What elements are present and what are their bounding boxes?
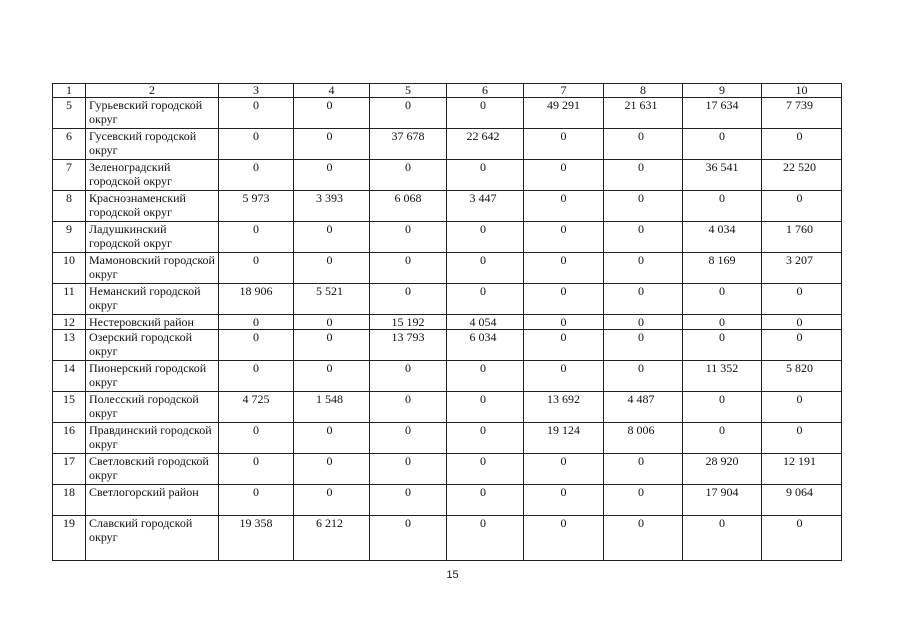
- district-name-cell: Зеленоградский городской округ: [86, 160, 219, 191]
- value-cell: 0: [370, 454, 447, 485]
- row-number-cell: 6: [53, 129, 86, 160]
- value-cell: 0: [762, 330, 842, 361]
- value-cell: 0: [762, 392, 842, 423]
- value-cell: 0: [447, 454, 524, 485]
- value-cell: 0: [762, 516, 842, 561]
- district-name-cell: Неманский городской округ: [86, 284, 219, 315]
- value-cell: 9 064: [762, 485, 842, 516]
- value-cell: 17 904: [683, 485, 762, 516]
- row-number-cell: 9: [53, 222, 86, 253]
- value-cell: 0: [604, 485, 683, 516]
- district-name-cell: Славский городской округ: [86, 516, 219, 561]
- table-row: [53, 284, 842, 315]
- value-cell: 0: [524, 315, 604, 330]
- value-cell: 1 548: [294, 392, 370, 423]
- value-cell: 0: [219, 485, 294, 516]
- value-cell: 0: [370, 423, 447, 454]
- value-cell: 0: [524, 454, 604, 485]
- district-name-cell: Озерский городской округ: [86, 330, 219, 361]
- value-cell: 0: [370, 284, 447, 315]
- value-cell: 0: [447, 361, 524, 392]
- value-cell: 0: [219, 160, 294, 191]
- value-cell: 11 352: [683, 361, 762, 392]
- value-cell: 4 725: [219, 392, 294, 423]
- value-cell: 5 973: [219, 191, 294, 222]
- district-name-cell: Гурьевский городской округ: [86, 98, 219, 129]
- column-number-3: 3: [219, 84, 294, 98]
- value-cell: 0: [604, 330, 683, 361]
- row-number-cell: 11: [53, 284, 86, 315]
- value-cell: 3 447: [447, 191, 524, 222]
- table-row: [53, 253, 842, 284]
- value-cell: 0: [683, 129, 762, 160]
- value-cell: 4 034: [683, 222, 762, 253]
- row-number-cell: 16: [53, 423, 86, 454]
- value-cell: 0: [604, 315, 683, 330]
- value-cell: 0: [524, 284, 604, 315]
- value-cell: 49 291: [524, 98, 604, 129]
- value-cell: 36 541: [683, 160, 762, 191]
- value-cell: 13 692: [524, 392, 604, 423]
- row-number-cell: 7: [53, 160, 86, 191]
- value-cell: 0: [370, 160, 447, 191]
- district-name-cell: Светлогорский район: [86, 485, 219, 516]
- value-cell: 28 920: [683, 454, 762, 485]
- value-cell: 0: [447, 222, 524, 253]
- value-cell: 0: [294, 361, 370, 392]
- value-cell: 0: [683, 315, 762, 330]
- value-cell: 0: [604, 284, 683, 315]
- value-cell: 0: [294, 253, 370, 284]
- value-cell: 0: [294, 98, 370, 129]
- value-cell: 0: [683, 516, 762, 561]
- row-number-cell: 18: [53, 485, 86, 516]
- value-cell: 0: [683, 284, 762, 315]
- value-cell: 0: [370, 392, 447, 423]
- value-cell: 0: [370, 98, 447, 129]
- table-row: [53, 392, 842, 423]
- row-number-cell: 10: [53, 253, 86, 284]
- value-cell: 15 192: [370, 315, 447, 330]
- table-row: [53, 160, 842, 191]
- row-number-cell: 14: [53, 361, 86, 392]
- value-cell: 18 906: [219, 284, 294, 315]
- value-cell: 0: [683, 330, 762, 361]
- value-cell: 1 760: [762, 222, 842, 253]
- table-row: [53, 516, 842, 561]
- table-row: [53, 129, 842, 160]
- value-cell: 0: [447, 516, 524, 561]
- value-cell: 0: [524, 129, 604, 160]
- value-cell: 0: [219, 253, 294, 284]
- value-cell: 0: [524, 160, 604, 191]
- value-cell: 0: [524, 253, 604, 284]
- value-cell: 0: [294, 423, 370, 454]
- value-cell: 6 068: [370, 191, 447, 222]
- district-name-cell: Гусевский городской округ: [86, 129, 219, 160]
- district-name-cell: Нестеровский район: [86, 315, 219, 330]
- value-cell: 19 358: [219, 516, 294, 561]
- row-number-cell: 5: [53, 98, 86, 129]
- table-row: [53, 330, 842, 361]
- value-cell: 0: [683, 423, 762, 454]
- value-cell: 0: [370, 485, 447, 516]
- value-cell: 0: [219, 98, 294, 129]
- value-cell: 6 212: [294, 516, 370, 561]
- value-cell: 8 169: [683, 253, 762, 284]
- value-cell: 0: [524, 191, 604, 222]
- value-cell: 0: [683, 191, 762, 222]
- value-cell: 0: [294, 454, 370, 485]
- value-cell: 3 393: [294, 191, 370, 222]
- value-cell: 0: [524, 485, 604, 516]
- value-cell: 0: [219, 330, 294, 361]
- value-cell: 5 820: [762, 361, 842, 392]
- value-cell: 0: [294, 222, 370, 253]
- value-cell: 0: [447, 253, 524, 284]
- value-cell: 0: [447, 423, 524, 454]
- value-cell: 0: [604, 361, 683, 392]
- value-cell: 5 521: [294, 284, 370, 315]
- value-cell: 0: [219, 315, 294, 330]
- district-name-cell: Мамоновский городской округ: [86, 253, 219, 284]
- row-number-cell: 8: [53, 191, 86, 222]
- column-number-2: 2: [86, 84, 219, 98]
- column-number-10: 10: [762, 84, 842, 98]
- value-cell: 0: [370, 253, 447, 284]
- value-cell: 0: [604, 160, 683, 191]
- value-cell: 0: [294, 129, 370, 160]
- table-row: [53, 485, 842, 516]
- district-name-cell: Пионерский городской округ: [86, 361, 219, 392]
- column-number-8: 8: [604, 84, 683, 98]
- value-cell: 13 793: [370, 330, 447, 361]
- table-row: [53, 98, 842, 129]
- district-name-cell: Ладушкинский городской округ: [86, 222, 219, 253]
- value-cell: 0: [219, 423, 294, 454]
- value-cell: 0: [524, 330, 604, 361]
- page-number: 15: [446, 569, 459, 581]
- table-row: [53, 361, 842, 392]
- value-cell: 0: [762, 284, 842, 315]
- value-cell: 0: [524, 222, 604, 253]
- value-cell: 22 642: [447, 129, 524, 160]
- document-table-container: [52, 83, 841, 561]
- value-cell: 21 631: [604, 98, 683, 129]
- value-cell: 0: [447, 284, 524, 315]
- table-header-row: [53, 84, 842, 98]
- column-number-7: 7: [524, 84, 604, 98]
- row-number-cell: 13: [53, 330, 86, 361]
- value-cell: 3 207: [762, 253, 842, 284]
- value-cell: 0: [604, 253, 683, 284]
- value-cell: 0: [524, 361, 604, 392]
- value-cell: 8 006: [604, 423, 683, 454]
- table-row: [53, 454, 842, 485]
- value-cell: 19 124: [524, 423, 604, 454]
- value-cell: 0: [294, 160, 370, 191]
- value-cell: 0: [219, 129, 294, 160]
- value-cell: 0: [370, 361, 447, 392]
- value-cell: 0: [762, 129, 842, 160]
- value-cell: 0: [447, 392, 524, 423]
- table-row: [53, 315, 842, 330]
- value-cell: 17 634: [683, 98, 762, 129]
- table-row: [53, 191, 842, 222]
- value-cell: 0: [370, 222, 447, 253]
- value-cell: 0: [294, 315, 370, 330]
- value-cell: 0: [683, 392, 762, 423]
- value-cell: 0: [370, 516, 447, 561]
- table-row: [53, 423, 842, 454]
- value-cell: 0: [219, 361, 294, 392]
- value-cell: 0: [762, 191, 842, 222]
- value-cell: 0: [447, 98, 524, 129]
- value-cell: 0: [447, 160, 524, 191]
- value-cell: 0: [219, 222, 294, 253]
- row-number-cell: 19: [53, 516, 86, 561]
- value-cell: 12 191: [762, 454, 842, 485]
- district-name-cell: Полесский городской округ: [86, 392, 219, 423]
- value-cell: 0: [294, 330, 370, 361]
- district-name-cell: Краснознаменский городской округ: [86, 191, 219, 222]
- value-cell: 0: [604, 222, 683, 253]
- data-table: [52, 83, 842, 561]
- row-number-cell: 15: [53, 392, 86, 423]
- column-number-6: 6: [447, 84, 524, 98]
- value-cell: 7 739: [762, 98, 842, 129]
- value-cell: 6 034: [447, 330, 524, 361]
- value-cell: 0: [219, 454, 294, 485]
- value-cell: 0: [294, 485, 370, 516]
- row-number-cell: 17: [53, 454, 86, 485]
- value-cell: 22 520: [762, 160, 842, 191]
- value-cell: 0: [524, 516, 604, 561]
- row-number-cell: 12: [53, 315, 86, 330]
- column-number-4: 4: [294, 84, 370, 98]
- value-cell: 0: [604, 191, 683, 222]
- value-cell: 4 487: [604, 392, 683, 423]
- column-number-9: 9: [683, 84, 762, 98]
- value-cell: 0: [762, 423, 842, 454]
- value-cell: 0: [604, 454, 683, 485]
- value-cell: 37 678: [370, 129, 447, 160]
- district-name-cell: Светловский городской округ: [86, 454, 219, 485]
- district-name-cell: Правдинский городской округ: [86, 423, 219, 454]
- value-cell: 0: [604, 516, 683, 561]
- value-cell: 0: [762, 315, 842, 330]
- column-number-1: 1: [53, 84, 86, 98]
- column-number-5: 5: [370, 84, 447, 98]
- value-cell: 0: [604, 129, 683, 160]
- value-cell: 0: [447, 485, 524, 516]
- value-cell: 4 054: [447, 315, 524, 330]
- table-row: [53, 222, 842, 253]
